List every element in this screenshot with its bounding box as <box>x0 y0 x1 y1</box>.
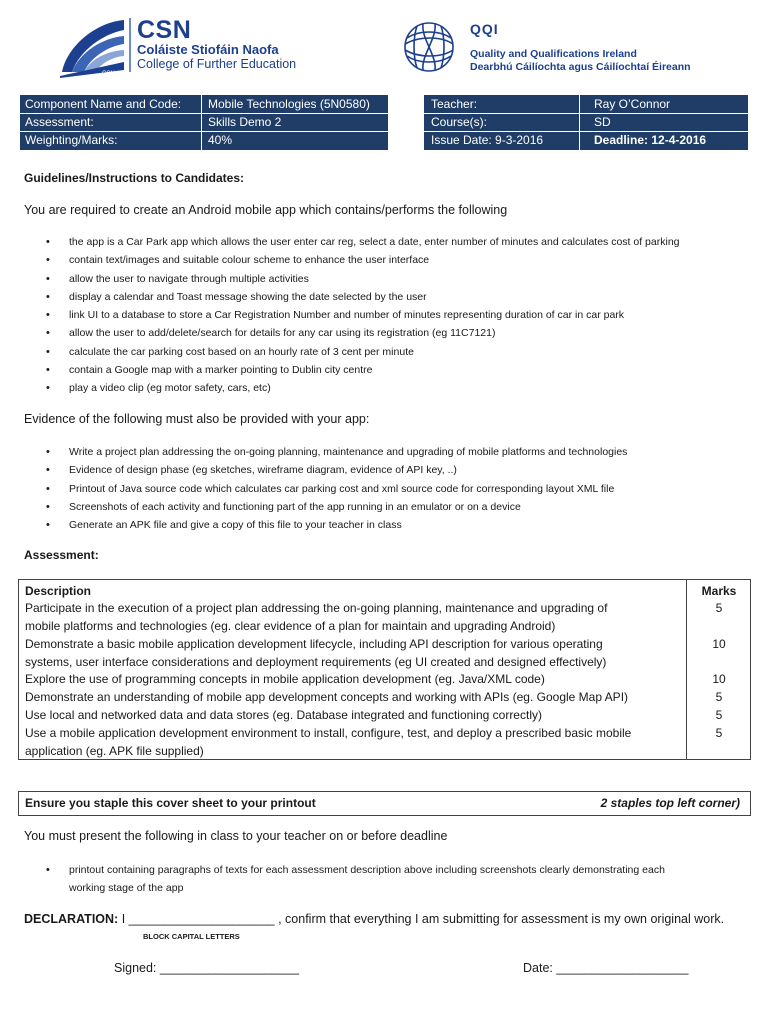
list-item: • Screenshots of each activity and functioning part of the app running in an emulator or on a device <box>46 498 627 516</box>
block-capitals-note: BLOCK CAPITAL LETTERS <box>143 932 240 941</box>
issue-date: Issue Date: 9-3-2016 <box>431 133 544 147</box>
table-row <box>25 635 680 671</box>
list-item: • the app is a Car Park app which allows the user enter car reg, select a date, enter number of minutes and calculates cost of parking <box>46 233 680 251</box>
weighting-value: 40% <box>208 133 233 147</box>
row-marks: 5 <box>715 726 723 740</box>
assessment-value: Skills Demo 2 <box>208 115 282 129</box>
table-row: Demonstrate an understanding of mobile app development concepts and working with APIs (eg. Google Map API) <box>25 690 629 704</box>
qqi-irish-name: Dearbhú Cáilíochta agus Cáilíochtaí Éireann <box>470 61 691 73</box>
staple-instruction: Ensure you staple this cover sheet to your printout <box>25 796 316 810</box>
assessment-table <box>18 579 751 760</box>
row-marks: 10 <box>712 637 726 651</box>
guidelines-title: Guidelines/Instructions to Candidates: <box>24 171 245 185</box>
declaration-label: DECLARATION: <box>24 912 119 926</box>
teacher-info-box <box>424 95 748 150</box>
teacher-label: Teacher: <box>431 97 478 111</box>
list-item: • display a calendar and Toast message showing the date selected by the user <box>46 288 680 306</box>
csn-college-subtitle: College of Further Education <box>137 57 297 71</box>
present-list <box>46 861 665 898</box>
course-label: Course(s): <box>431 115 488 129</box>
evidence-list <box>46 443 627 534</box>
row-marks: 10 <box>712 672 726 686</box>
row-marks: 5 <box>715 690 723 704</box>
row-text-line: mobile platforms and technologies (eg. clear evidence of a plan for maintain and upgrading Android) <box>25 619 556 633</box>
row-marks: 5 <box>715 708 723 722</box>
csn-college-name: Coláiste Stiofáin Naofa <box>137 42 279 57</box>
component-value: Mobile Technologies (5N0580) <box>208 97 370 111</box>
list-item: • contain a Google map with a marker pointing to Dublin city centre <box>46 361 680 379</box>
list-item-continuation <box>46 879 665 897</box>
page-header <box>0 0 770 92</box>
assessment-label: Assessment: <box>25 115 94 129</box>
table-row: Explore the use of programming concepts in mobile application development (eg. Java/XML code) <box>25 672 545 686</box>
qqi-logo-icon <box>393 20 465 74</box>
row-text-line: Use a mobile application development environment to install, configure, test, and deploy a prescribed basic mobile <box>25 726 632 740</box>
row-text-line: Demonstrate a basic mobile application development lifecycle, including API description for various operating <box>25 637 603 651</box>
date-field[interactable]: Date: ___________________ <box>523 961 689 975</box>
assessment-title: Assessment: <box>24 548 99 562</box>
declaration-text: I _____________________ , confirm that everything I am submitting for assessment is my own original work. <box>121 912 725 926</box>
list-item: • Write a project plan addressing the on-going planning, maintenance and upgrading of mobile platforms and technologies <box>46 443 627 461</box>
requirements-list <box>46 233 680 398</box>
qqi-english-name: Quality and Qualifications Ireland <box>470 48 637 60</box>
staple-detail: 2 staples top left corner) <box>600 796 740 810</box>
list-item: • contain text/images and suitable colour scheme to enhance the user interface <box>46 251 680 269</box>
csn-title: CSN <box>137 16 192 44</box>
table-row <box>25 724 680 760</box>
column-divider <box>201 95 202 150</box>
weighting-label: Weighting/Marks: <box>25 133 118 147</box>
list-item: • play a video clip (eg motor safety, cars, etc) <box>46 379 680 397</box>
list-item-line: working stage of the app <box>69 882 184 895</box>
table-row <box>25 599 680 635</box>
table-header-description: Description <box>25 584 92 598</box>
list-item <box>46 861 665 879</box>
list-item: • calculate the car parking cost based on an hourly rate of 3 cent per minute <box>46 343 680 361</box>
column-divider <box>579 95 580 150</box>
course-value: SD <box>594 115 611 129</box>
table-header-marks: Marks <box>701 584 737 598</box>
qqi-title: QQI <box>470 21 499 37</box>
deadline: Deadline: 12-4-2016 <box>594 133 707 147</box>
list-item: • Evidence of design phase (eg sketches, wireframe diagram, evidence of API key, ..) <box>46 461 627 479</box>
list-item: • Generate an APK file and give a copy of this file to your teacher in class <box>46 516 627 534</box>
row-marks: 5 <box>715 601 723 615</box>
row-text-line: systems, user interface considerations and deployment requirements (eg UI created and designed effectively) <box>25 655 607 669</box>
svg-text:CSN: CSN <box>102 71 115 77</box>
list-item: • link UI to a database to store a Car Registration Number and number of minutes representing duration of car in car park <box>46 306 680 324</box>
row-text-line: application (eg. APK file supplied) <box>25 744 204 758</box>
signature-field[interactable]: Signed: ____________________ <box>114 961 299 975</box>
requirements-intro: You are required to create an Android mobile app which contains/performs the following <box>24 203 508 217</box>
present-intro: You must present the following in class to your teacher on or before deadline <box>24 829 448 843</box>
list-item: • Printout of Java source code which calculates car parking cost and xml source code for corresponding layout XML file <box>46 480 627 498</box>
csn-divider <box>129 18 131 72</box>
component-info-box <box>20 95 388 150</box>
teacher-value: Ray O’Connor <box>594 97 671 111</box>
list-item-line: printout containing paragraphs of texts for each assessment description above including screenshots clearly demonstrating each <box>69 864 665 876</box>
component-label: Component Name and Code: <box>25 97 182 111</box>
declaration <box>24 912 724 926</box>
row-text-line: Participate in the execution of a project plan addressing the on-going planning, maintenance and upgrading of <box>25 601 608 615</box>
evidence-intro: Evidence of the following must also be provided with your app: <box>24 412 370 426</box>
staple-notice-box <box>18 791 751 816</box>
table-row: Use local and networked data and data stores (eg. Database integrated and functioning correctly) <box>25 708 542 722</box>
list-item: • allow the user to navigate through multiple activities <box>46 270 680 288</box>
list-item: • allow the user to add/delete/search for details for any car using its registration (eg 11C7121) <box>46 324 680 342</box>
